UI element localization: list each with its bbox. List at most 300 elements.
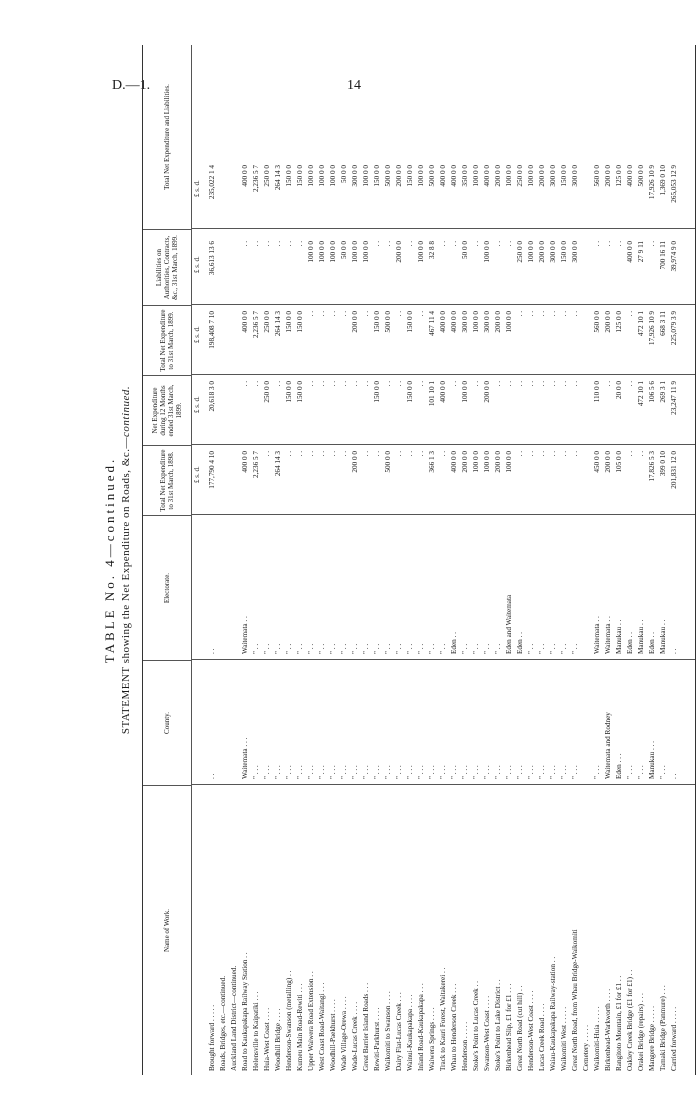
cell-c4: . . bbox=[593, 241, 601, 247]
cell-elec: . . bbox=[208, 648, 216, 654]
cell-c1: . . bbox=[307, 451, 315, 457]
cell-county: " . . . bbox=[329, 765, 337, 779]
cell-elec: Waitemata . . bbox=[593, 616, 601, 654]
cell-c4: 300 0 0 bbox=[549, 241, 557, 263]
header-rule bbox=[191, 45, 192, 1075]
cell-c2: . . bbox=[472, 381, 480, 387]
header-name-of-work: Name of Work. bbox=[143, 785, 191, 1075]
cell-county: " . . . bbox=[362, 765, 370, 779]
cell-c3: 668 3 11 bbox=[659, 311, 667, 336]
units-label: £ s. d. bbox=[193, 180, 201, 197]
cell-c5: 200 0 0 bbox=[494, 165, 502, 187]
cell-county: " . . . bbox=[549, 765, 557, 779]
header-net-12-months: Net Expenditure during 12 Months ended 31st March, 1899. bbox=[143, 375, 191, 445]
cell-county: " . . . bbox=[483, 765, 491, 779]
cell-c5: 500 0 0 bbox=[384, 165, 392, 187]
table-row bbox=[207, 45, 217, 1075]
cell-county: Waitemata and Rodney bbox=[604, 712, 612, 779]
cell-c5: 265,053 12 9 bbox=[670, 165, 678, 203]
cell-c4: . . bbox=[604, 241, 612, 247]
cell-c1: . . bbox=[439, 451, 447, 457]
cell-c5: 300 0 0 bbox=[549, 165, 557, 187]
cell-c4: . . bbox=[274, 241, 282, 247]
cell-c1: 201,831 12 0 bbox=[670, 451, 678, 489]
cell-c4: 400 0 0 bbox=[626, 241, 634, 263]
cell-name: Stoke's Point to Lucas Creek . . bbox=[472, 981, 480, 1071]
cell-elec: " . . bbox=[494, 643, 502, 654]
cell-c4: 100 0 0 bbox=[329, 241, 337, 263]
cell-c5: 150 0 0 bbox=[560, 165, 568, 187]
table-row bbox=[504, 45, 514, 1075]
table-row bbox=[284, 45, 294, 1075]
cell-c3: 400 0 0 bbox=[439, 311, 447, 333]
cell-c1: . . bbox=[538, 451, 546, 457]
cell-c1: . . bbox=[263, 451, 271, 457]
cell-c4: . . bbox=[472, 241, 480, 247]
cell-elec: Manukau . . bbox=[615, 619, 623, 654]
table-subtitle-continued: continued. bbox=[120, 385, 132, 437]
cell-name: Rewiti-Parkhurst . . . . bbox=[373, 1007, 381, 1071]
cell-c2: . . bbox=[241, 381, 249, 387]
cell-name: Auckland Land District—continued. bbox=[230, 965, 238, 1071]
cell-c2: . . bbox=[549, 381, 557, 387]
cell-c4: . . bbox=[439, 241, 447, 247]
table-subtitle bbox=[120, 45, 132, 1075]
cell-name: Great North Road (cut hill) . . bbox=[516, 985, 524, 1071]
cell-c5: 150 0 0 bbox=[406, 165, 414, 187]
table-row bbox=[460, 45, 470, 1075]
cell-c2: . . bbox=[252, 381, 260, 387]
cell-county: Manukau . . . bbox=[648, 741, 656, 779]
cell-county: " . . . bbox=[373, 765, 381, 779]
table-row bbox=[603, 45, 613, 1075]
cell-elec: " . . bbox=[340, 643, 348, 654]
cell-c5: 100 0 0 bbox=[417, 165, 425, 187]
table-row bbox=[515, 45, 525, 1075]
cell-elec: " . . bbox=[285, 643, 293, 654]
cell-c1: 450 0 0 bbox=[593, 451, 601, 473]
cell-c5: 17,926 10 9 bbox=[648, 165, 656, 200]
cell-c5: 100 0 0 bbox=[318, 165, 326, 187]
cell-c2: 150 0 0 bbox=[373, 381, 381, 403]
table-row bbox=[427, 45, 437, 1075]
cell-c3: 198,408 7 10 bbox=[208, 311, 216, 349]
cell-c1: . . bbox=[637, 451, 645, 457]
cell-elec: Eden . . bbox=[450, 632, 458, 654]
cell-c5: 400 0 0 bbox=[439, 165, 447, 187]
table-row bbox=[482, 45, 492, 1075]
cell-name: Waikomiti West . . . . . bbox=[560, 1007, 568, 1071]
cell-c2: . . bbox=[318, 381, 326, 387]
cell-c1: 200 0 0 bbox=[604, 451, 612, 473]
cell-c3: . . bbox=[549, 311, 557, 317]
table-subtitle-main: STATEMENT showing the Net Expenditure on Roads, &c.— bbox=[120, 437, 132, 735]
cell-c5: 1,369 0 10 bbox=[659, 165, 667, 196]
cell-c4: 50 0 0 bbox=[461, 241, 469, 259]
cell-elec: " . . bbox=[560, 643, 568, 654]
cell-c4: . . bbox=[648, 241, 656, 247]
cell-elec: " . . bbox=[384, 643, 392, 654]
cell-c3: . . bbox=[538, 311, 546, 317]
cell-c2: . . bbox=[351, 381, 359, 387]
cell-c5: 500 0 0 bbox=[637, 165, 645, 187]
cell-c1: 17,826 5 3 bbox=[648, 451, 656, 482]
cell-elec: " . . bbox=[406, 643, 414, 654]
cell-county: " . . . bbox=[439, 765, 447, 779]
cell-c3: . . bbox=[527, 311, 535, 317]
cell-c4: 100 0 0 bbox=[351, 241, 359, 263]
units-label: £ s. d. bbox=[193, 256, 201, 273]
cell-name: Waiwera Springs . . . . bbox=[428, 1007, 436, 1071]
cell-c4: 32 8 8 bbox=[428, 241, 436, 259]
cell-name: Henderson . . . . . bbox=[461, 1021, 469, 1071]
table-row bbox=[262, 45, 272, 1075]
table-title: TABLE No. 4—continued. bbox=[102, 456, 117, 664]
cell-c2: 20 0 0 bbox=[615, 381, 623, 399]
cell-county: Eden . . . bbox=[615, 753, 623, 779]
table-row bbox=[493, 45, 503, 1075]
table-row bbox=[658, 45, 668, 1075]
table-row bbox=[372, 45, 382, 1075]
cell-county: " . . . bbox=[351, 765, 359, 779]
cell-c2: . . bbox=[340, 381, 348, 387]
cell-elec: Waitemata . . bbox=[604, 616, 612, 654]
cell-c1: . . bbox=[571, 451, 579, 457]
cell-name: Wainui-Kaukapakapa . . . . bbox=[406, 994, 414, 1071]
cell-county: " . . . bbox=[527, 765, 535, 779]
cell-c5: 250 0 0 bbox=[263, 165, 271, 187]
cell-elec: Manukau . . bbox=[659, 619, 667, 654]
cell-name: Wade-Lucas Creek . . . . bbox=[351, 1001, 359, 1071]
cell-name: Birkenhead-Warkworth . . . . bbox=[604, 988, 612, 1071]
cell-c1: . . bbox=[285, 451, 293, 457]
header-county: County. bbox=[143, 660, 191, 785]
cell-c5: 100 0 0 bbox=[329, 165, 337, 187]
cell-c1: . . bbox=[318, 451, 326, 457]
cell-elec: Eden . . bbox=[516, 632, 524, 654]
cell-county: " . . . bbox=[571, 765, 579, 779]
cell-county: " . . . bbox=[450, 765, 458, 779]
cell-name: Waikomiti to Swanson . . . . bbox=[384, 991, 392, 1071]
cell-c4: 100 0 0 bbox=[483, 241, 491, 263]
cell-county: " . . . bbox=[505, 765, 513, 779]
cell-c5: 250 0 0 bbox=[516, 165, 524, 187]
table-row bbox=[438, 45, 448, 1075]
cell-elec: . . bbox=[670, 648, 678, 654]
cell-county: " . . . bbox=[417, 765, 425, 779]
cell-county: " . . . bbox=[384, 765, 392, 779]
cell-c3: 2,236 5 7 bbox=[252, 311, 260, 338]
table-row bbox=[570, 45, 580, 1075]
cell-c5: 400 0 0 bbox=[483, 165, 491, 187]
cell-county: . . bbox=[208, 773, 216, 779]
cell-county: " . . . bbox=[516, 765, 524, 779]
table-row bbox=[383, 45, 393, 1075]
table-row bbox=[647, 45, 657, 1075]
cell-elec: " . . bbox=[461, 643, 469, 654]
cell-elec: " . . bbox=[483, 643, 491, 654]
cell-c1: 100 0 0 bbox=[472, 451, 480, 473]
rotated-table-sheet bbox=[100, 45, 700, 1075]
cell-c2: 100 0 0 bbox=[461, 381, 469, 403]
cell-name: Upper Waiwera Road Extension . . bbox=[307, 971, 315, 1071]
cell-c5: 300 0 0 bbox=[571, 165, 579, 187]
cell-county: " . . . bbox=[263, 765, 271, 779]
cell-county: " . . . bbox=[428, 765, 436, 779]
cell-c1: . . bbox=[560, 451, 568, 457]
cell-c3: 300 0 0 bbox=[483, 311, 491, 333]
cell-county: " . . . bbox=[461, 765, 469, 779]
cell-county: " . . . bbox=[318, 765, 326, 779]
cell-name: Mangere Bridge . . . . . bbox=[648, 1006, 656, 1071]
cell-elec: " . . bbox=[472, 643, 480, 654]
cell-c5: 300 0 0 bbox=[351, 165, 359, 187]
cell-name: Waiau-Kaukapakapa Railway-station . . bbox=[549, 956, 557, 1071]
cell-county: " . . . bbox=[252, 765, 260, 779]
table-row bbox=[229, 45, 239, 1075]
cell-elec: " . . bbox=[329, 643, 337, 654]
cell-c1: 264 14 3 bbox=[274, 451, 282, 477]
cell-c5: 235,022 1 4 bbox=[208, 165, 216, 200]
cell-county: " . . . bbox=[340, 765, 348, 779]
cell-name: Helensville to Kaipatiki . . . bbox=[252, 991, 260, 1071]
cell-name: Henderson-Swanson (metalling) . . bbox=[285, 970, 293, 1071]
header-total-1898: Total Net Expenditure to 31st March, 1898. bbox=[143, 445, 191, 515]
cell-elec: Eden . . bbox=[626, 632, 634, 654]
cell-c3: . . bbox=[560, 311, 568, 317]
cell-c3: 250 0 0 bbox=[263, 311, 271, 333]
cell-c4: 150 0 0 bbox=[560, 241, 568, 263]
table-row bbox=[581, 45, 591, 1075]
cell-c3: . . bbox=[417, 311, 425, 317]
cell-c3: 264 14 3 bbox=[274, 311, 282, 337]
cell-elec: " . . bbox=[549, 643, 557, 654]
cell-elec: Eden . . bbox=[648, 632, 656, 654]
cell-c4: 100 0 0 bbox=[362, 241, 370, 263]
cell-c1: . . bbox=[296, 451, 304, 457]
cell-name: Brought forward . . . . . bbox=[208, 1004, 216, 1071]
cell-c4: . . bbox=[252, 241, 260, 247]
cell-name: Stoke's Point to Lake District . . bbox=[494, 979, 502, 1071]
cell-name: Swanson-West Coast . . . . bbox=[483, 995, 491, 1071]
cell-c5: 50 0 0 bbox=[340, 165, 348, 183]
table-row bbox=[471, 45, 481, 1075]
cell-c4: 36,613 13 6 bbox=[208, 241, 216, 276]
cell-c3: 400 0 0 bbox=[450, 311, 458, 333]
cell-c4: 200 0 0 bbox=[395, 241, 403, 263]
header-electorate: Electorate. bbox=[143, 515, 191, 660]
cell-name: Cemetery . . . . . bbox=[582, 1025, 590, 1071]
cell-c2: 23,247 11 9 bbox=[670, 381, 678, 415]
table-row bbox=[317, 45, 327, 1075]
cell-county: " . . . bbox=[659, 765, 667, 779]
page-number: 14 bbox=[347, 78, 361, 93]
cell-name: Great Barrier Island Roads . . . bbox=[362, 982, 370, 1071]
cell-county: " . . . bbox=[406, 765, 414, 779]
table-row bbox=[416, 45, 426, 1075]
cell-elec: " . . bbox=[318, 643, 326, 654]
cell-c5: 400 0 0 bbox=[626, 165, 634, 187]
cell-c2: 400 0 0 bbox=[439, 381, 447, 403]
cell-name: Roads, Bridges, etc.—continued. bbox=[219, 975, 227, 1071]
cell-county: " . . . bbox=[494, 765, 502, 779]
cell-county: " . . . bbox=[593, 765, 601, 779]
table-row bbox=[449, 45, 459, 1075]
table-row bbox=[339, 45, 349, 1075]
cell-c2: . . bbox=[329, 381, 337, 387]
cell-name: Oakley Creek Bridge (£1 for £1) . . bbox=[626, 969, 634, 1071]
cell-c4: . . bbox=[373, 241, 381, 247]
cell-c5: 400 0 0 bbox=[241, 165, 249, 187]
cell-c5: 560 0 0 bbox=[593, 165, 601, 187]
cell-elec: " . . bbox=[362, 643, 370, 654]
cell-name: Carried forward . . . . . bbox=[670, 1006, 678, 1071]
cell-elec: " . . bbox=[274, 643, 282, 654]
cell-c3: 17,926 10 9 bbox=[648, 311, 656, 346]
cell-c1: . . bbox=[373, 451, 381, 457]
cell-c2: . . bbox=[527, 381, 535, 387]
cell-c4: 50 0 0 bbox=[340, 241, 348, 259]
table-row bbox=[295, 45, 305, 1075]
cell-c4: . . bbox=[494, 241, 502, 247]
cell-county: " . . . bbox=[395, 765, 403, 779]
table-row bbox=[361, 45, 371, 1075]
cell-c5: 100 0 0 bbox=[505, 165, 513, 187]
cell-c1: . . bbox=[395, 451, 403, 457]
cell-c2: 110 0 0 bbox=[593, 381, 601, 403]
cell-county: . . bbox=[670, 773, 678, 779]
cell-county: " . . . bbox=[307, 765, 315, 779]
cell-c4: 300 0 0 bbox=[571, 241, 579, 263]
table-row bbox=[306, 45, 316, 1075]
cell-elec: Eden and Waitemata bbox=[505, 594, 513, 654]
cell-c1: . . bbox=[417, 451, 425, 457]
cell-county: " . . . bbox=[285, 765, 293, 779]
cell-c5: 100 0 0 bbox=[307, 165, 315, 187]
table-row bbox=[537, 45, 547, 1075]
cell-elec: " . . bbox=[538, 643, 546, 654]
table-row bbox=[526, 45, 536, 1075]
cell-name: Lucas Creek Road . . . . bbox=[538, 1003, 546, 1071]
cell-c3: 200 0 0 bbox=[494, 311, 502, 333]
cell-name: Birkenhead Slip, £1 for £1 . . . bbox=[505, 983, 513, 1071]
cell-c4: . . bbox=[285, 241, 293, 247]
cell-c1: 200 0 0 bbox=[351, 451, 359, 473]
cell-c1: . . bbox=[549, 451, 557, 457]
cell-c5: 264 14 3 bbox=[274, 165, 282, 191]
table-row bbox=[405, 45, 415, 1075]
cell-c5: 400 0 0 bbox=[450, 165, 458, 187]
cell-c3: 300 0 0 bbox=[461, 311, 469, 333]
cell-c5: 100 0 0 bbox=[362, 165, 370, 187]
cell-c1: 2,236 5 7 bbox=[252, 451, 260, 478]
cell-c4: 100 0 0 bbox=[417, 241, 425, 263]
cell-c2: . . bbox=[604, 381, 612, 387]
table-row bbox=[240, 45, 250, 1075]
cell-county: Waitemata . . . bbox=[241, 737, 249, 779]
cell-c2: 106 5 6 bbox=[648, 381, 656, 403]
cell-c4: . . bbox=[615, 241, 623, 247]
cell-name: Huia-West Coast . . . . bbox=[263, 1007, 271, 1071]
cell-c5: 100 0 0 bbox=[472, 165, 480, 187]
cell-county: " . . . bbox=[538, 765, 546, 779]
table-row bbox=[251, 45, 261, 1075]
cell-name: Tamaki Bridge (Panmure) . . . bbox=[659, 985, 667, 1071]
cell-c4: . . bbox=[450, 241, 458, 247]
cell-c3: 150 0 0 bbox=[406, 311, 414, 333]
cell-c3: 100 0 0 bbox=[472, 311, 480, 333]
cell-c2: . . bbox=[626, 381, 634, 387]
cell-c2: 250 0 0 bbox=[263, 381, 271, 403]
cell-c3: 125 0 0 bbox=[615, 311, 623, 333]
cell-elec: " . . bbox=[263, 643, 271, 654]
cell-c2: . . bbox=[516, 381, 524, 387]
cell-elec: " . . bbox=[296, 643, 304, 654]
cell-c5: 350 0 0 bbox=[461, 165, 469, 187]
cell-c3: 560 0 0 bbox=[593, 311, 601, 333]
cell-c5: 150 0 0 bbox=[285, 165, 293, 187]
cell-c1: 400 0 0 bbox=[450, 451, 458, 473]
cell-c2: 150 0 0 bbox=[406, 381, 414, 403]
cell-elec: " . . bbox=[428, 643, 436, 654]
cell-c2: . . bbox=[362, 381, 370, 387]
cell-c1: 200 0 0 bbox=[494, 451, 502, 473]
cell-c3: . . bbox=[571, 311, 579, 317]
cell-c2: 20,618 3 0 bbox=[208, 381, 216, 412]
cell-county: " . . . bbox=[274, 765, 282, 779]
cell-c1: 400 0 0 bbox=[241, 451, 249, 473]
cell-c1: . . bbox=[329, 451, 337, 457]
cell-c1: . . bbox=[340, 451, 348, 457]
cell-c4: 39,974 9 0 bbox=[670, 241, 678, 272]
cell-name: Rangitoto Mountain, £1 for £1 . . bbox=[615, 975, 623, 1071]
cell-county: " . . . bbox=[296, 765, 304, 779]
cell-c1: 105 0 0 bbox=[615, 451, 623, 473]
cell-c1: 399 0 10 bbox=[659, 451, 667, 477]
cell-c4: 100 0 0 bbox=[318, 241, 326, 263]
cell-c2: . . bbox=[395, 381, 403, 387]
table-row bbox=[625, 45, 635, 1075]
cell-c4: 100 0 0 bbox=[307, 241, 315, 263]
table-row bbox=[548, 45, 558, 1075]
cell-c3: 200 0 0 bbox=[351, 311, 359, 333]
cell-name: Inland Road-Kaukapakapa . . . bbox=[417, 983, 425, 1071]
cell-c1: . . bbox=[406, 451, 414, 457]
cell-c3: . . bbox=[307, 311, 315, 317]
cell-c4: 250 0 0 bbox=[516, 241, 524, 263]
cell-c3: . . bbox=[340, 311, 348, 317]
table-row bbox=[273, 45, 283, 1075]
cell-c4: 700 16 11 bbox=[659, 241, 667, 270]
cell-c2: . . bbox=[494, 381, 502, 387]
cell-c1: . . bbox=[516, 451, 524, 457]
cell-elec: " . . bbox=[439, 643, 447, 654]
cell-c5: 150 0 0 bbox=[373, 165, 381, 187]
cell-c1: 366 1 3 bbox=[428, 451, 436, 473]
header-liabilities: Liabilities on Authorities, Contracts, &c., 31st March, 1899. bbox=[143, 229, 191, 305]
cell-c4: . . bbox=[406, 241, 414, 247]
cell-c3: . . bbox=[329, 311, 337, 317]
cell-c3: . . bbox=[516, 311, 524, 317]
cell-c1: . . bbox=[362, 451, 370, 457]
cell-c4: 27 9 11 bbox=[637, 241, 645, 263]
cell-c3: 467 11 4 bbox=[428, 311, 436, 336]
cell-c2: 200 0 0 bbox=[483, 381, 491, 403]
cell-name: Dairy Flat-Lucas Creek . . . bbox=[395, 992, 403, 1071]
cell-c2: 101 10 1 bbox=[428, 381, 436, 407]
cell-c1: 177,790 4 10 bbox=[208, 451, 216, 489]
cell-name: Whau to Henderson Creek . . . bbox=[450, 983, 458, 1071]
